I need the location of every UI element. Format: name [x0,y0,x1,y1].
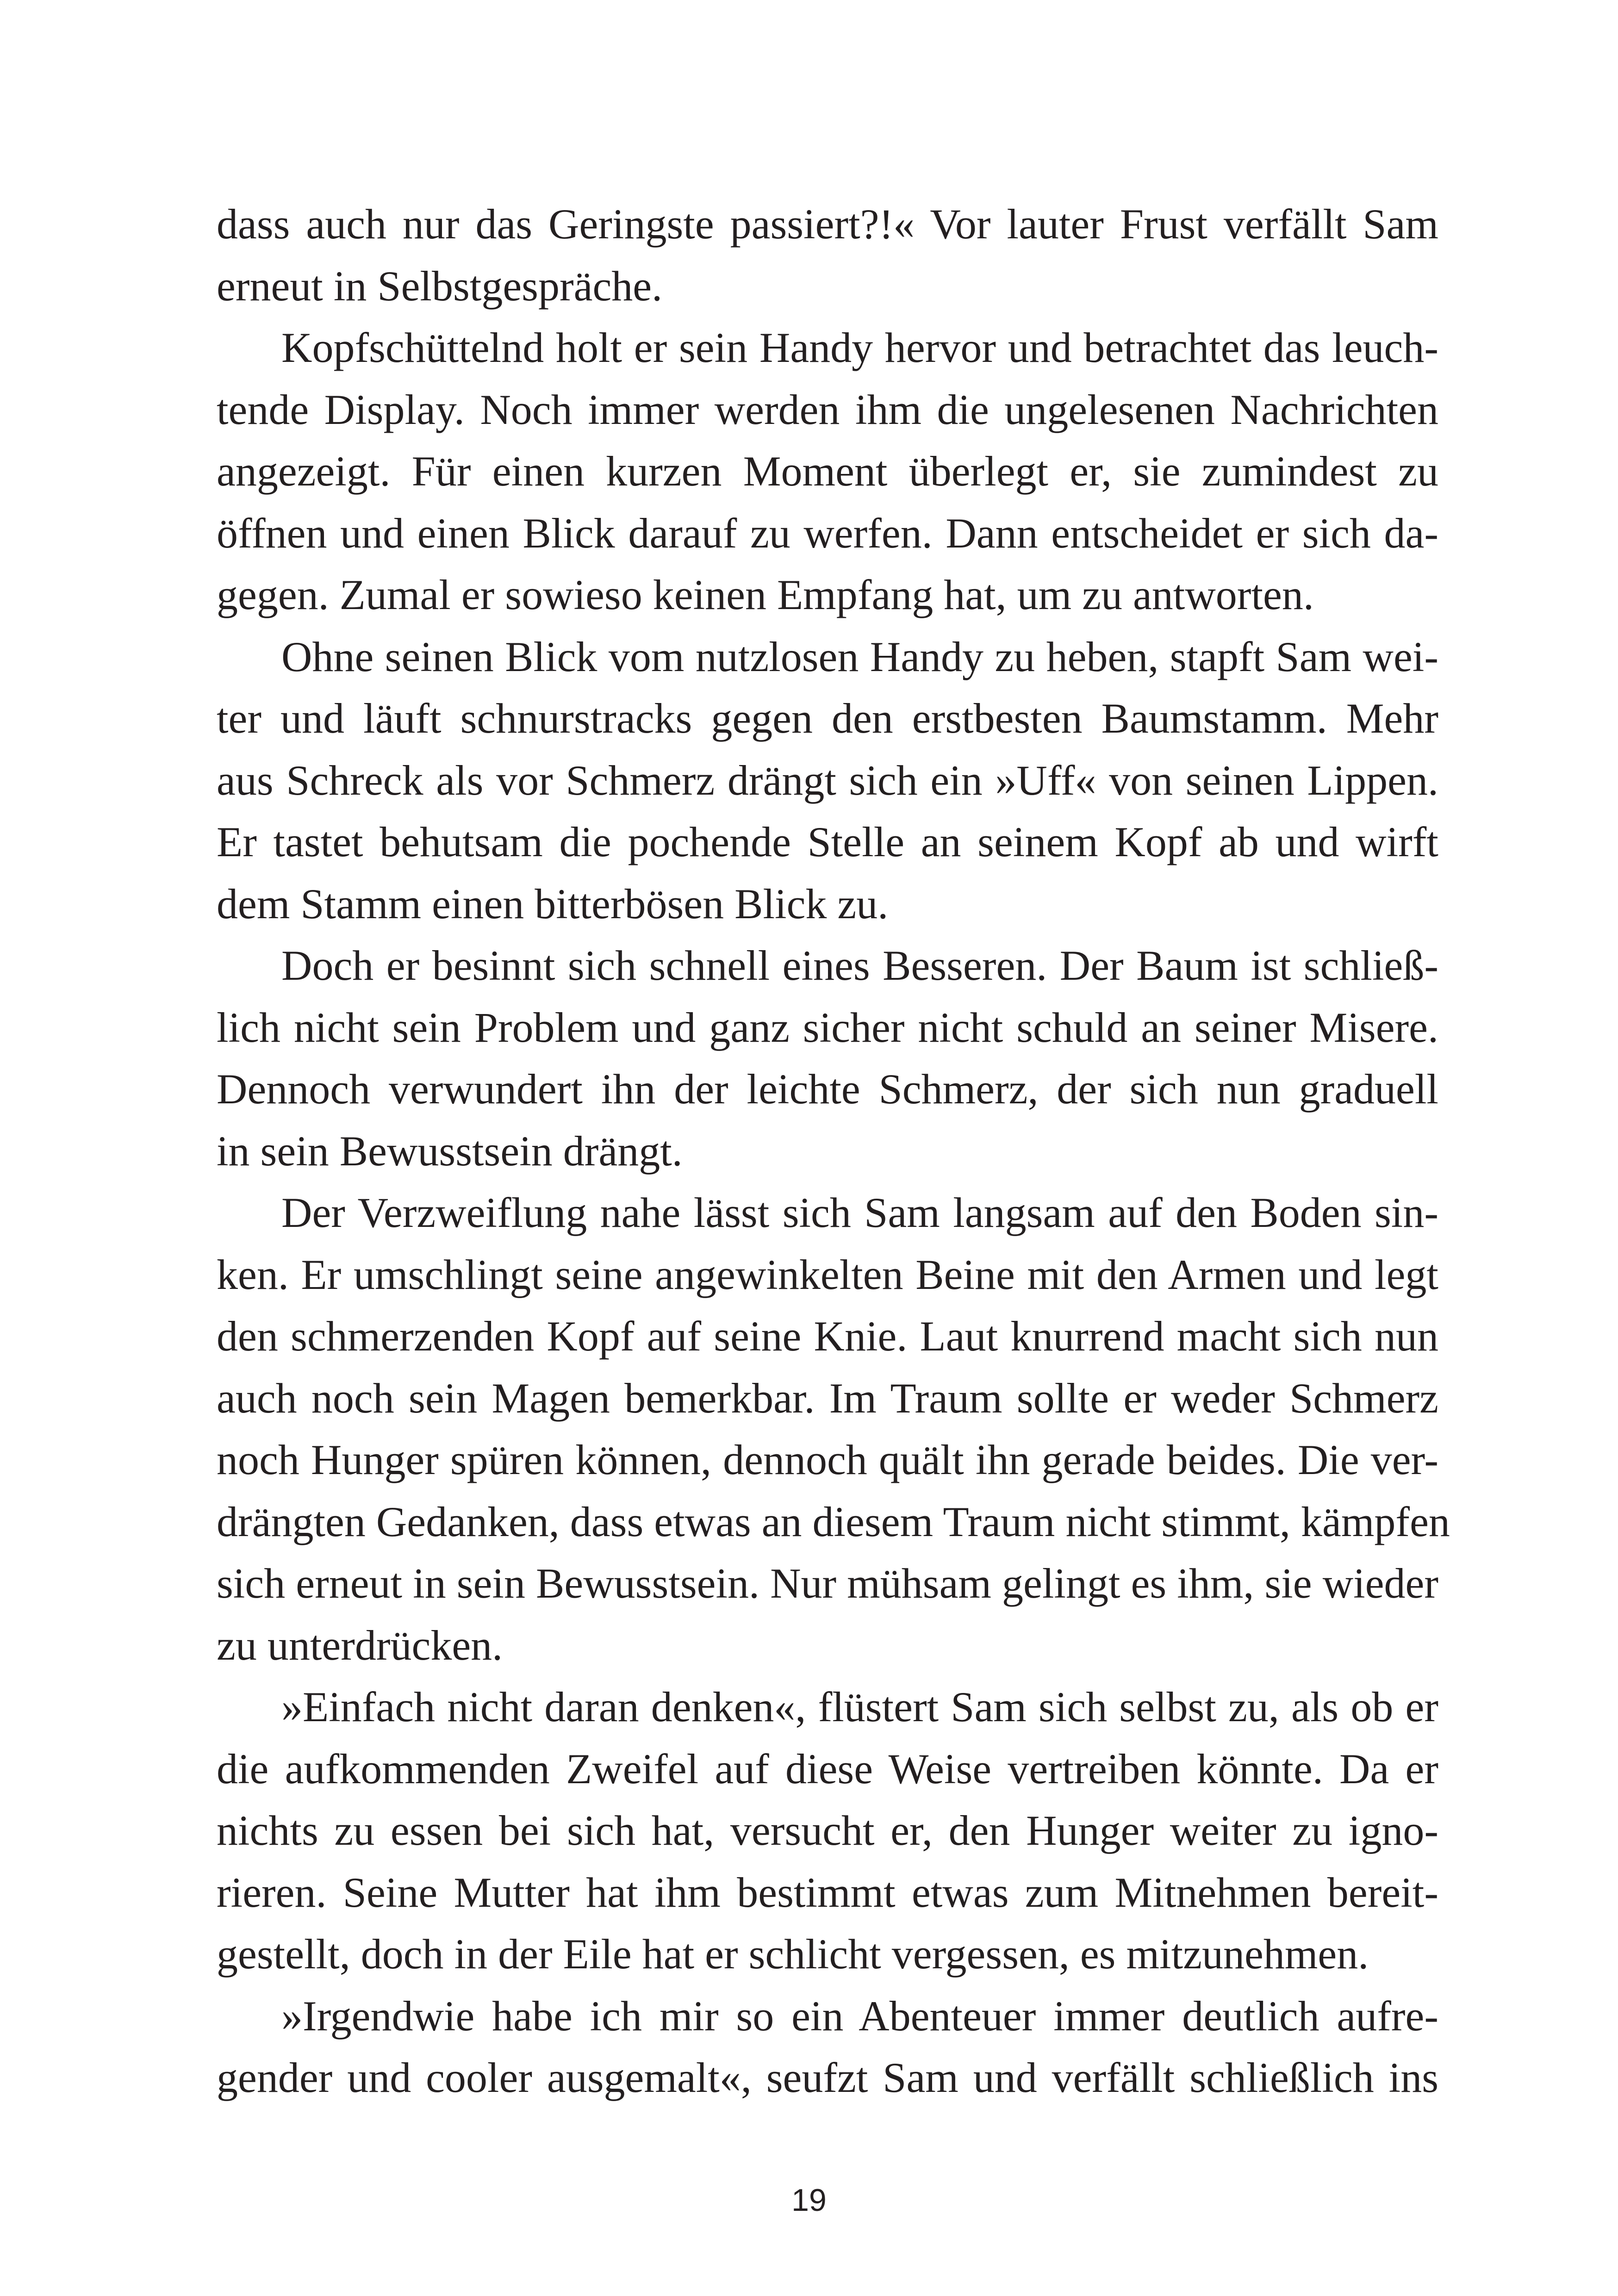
text-line: den schmerzenden Kopf auf seine Knie. Laut knurrend macht sich nun [217,1313,1438,1360]
text-line: ken. Er umschlingt seine angewinkelten Beine mit den Armen und legt [217,1251,1438,1298]
text-line: Kopfschüttelnd holt er sein Handy hervor und betrachtet das leuch- [281,324,1438,371]
text-line: dem Stamm einen bitterbösen Blick zu. [217,880,889,927]
text-line: gegen. Zumal er sowieso keinen Empfang hat, um zu antworten. [217,571,1314,618]
text-line: Der Verzweiflung nahe lässt sich Sam langsam auf den Boden sin- [281,1189,1438,1236]
paragraph [217,317,1438,626]
text-line: zu unterdrücken. [217,1621,503,1669]
paragraph [217,1985,1438,2109]
paragraph [217,1182,1450,1676]
text-line: ter und läuft schnurstracks gegen den erstbesten Baumstamm. Mehr [217,695,1438,742]
text-line: Ohne seinen Blick vom nutzlosen Handy zu heben, stapft Sam wei- [281,633,1438,680]
text-line: drängten Gedanken, dass etwas an diesem Traum nicht stimmt, kämpfen [217,1498,1450,1545]
text-line: erneut in Selbstgespräche. [217,262,663,310]
text-line: gestellt, doch in der Eile hat er schlicht vergessen, es mitzunehmen. [217,1930,1369,1978]
text-line: angezeigt. Für einen kurzen Moment überlegt er, sie zumindest zu [217,448,1438,495]
text-line: aus Schreck als vor Schmerz drängt sich ein »Uff« von seinen Lippen. [217,756,1438,804]
text-line: noch Hunger spüren können, dennoch quält ihn gerade beides. Die ver- [217,1436,1438,1483]
text-line: in sein Bewusstsein drängt. [217,1127,683,1175]
paragraph [217,193,1438,317]
page-number: 19 [791,2183,827,2218]
paragraph [217,1676,1438,1985]
text-line: rieren. Seine Mutter hat ihm bestimmt etwas zum Mitnehmen bereit- [217,1868,1438,1916]
text-line: sich erneut in sein Bewusstsein. Nur mühsam gelingt es ihm, sie wieder [217,1560,1438,1607]
paragraph [217,626,1438,935]
body-text [217,193,1450,2109]
paragraph [217,935,1438,1182]
text-line: dass auch nur das Geringste passiert?!« Vor lauter Frust verfällt Sam [217,200,1438,248]
text-line: gender und cooler ausgemalt«, seufzt Sam und verfällt schließlich ins [217,2054,1438,2101]
text-line: Er tastet behutsam die pochende Stelle an seinem Kopf ab und wirft [217,818,1438,865]
text-line: »Einfach nicht daran denken«, flüstert Sam sich selbst zu, als ob er [281,1683,1438,1730]
text-line: nichts zu essen bei sich hat, versucht er, den Hunger weiter zu igno- [217,1807,1438,1854]
text-line: Doch er besinnt sich schnell eines Besseren. Der Baum ist schließ- [281,942,1438,989]
text-line: öffnen und einen Blick darauf zu werfen. Dann entscheidet er sich da- [217,509,1438,557]
text-line: die aufkommenden Zweifel auf diese Weise vertreiben könnte. Da er [217,1745,1438,1792]
text-line: auch noch sein Magen bemerkbar. Im Traum sollte er weder Schmerz [217,1374,1438,1422]
text-line: »Irgendwie habe ich mir so ein Abenteuer immer deutlich aufre- [281,1992,1438,2040]
text-line: tende Display. Noch immer werden ihm die ungelesenen Nachrichten [217,386,1438,433]
text-line: Dennoch verwundert ihn der leichte Schmerz, der sich nun graduell [217,1065,1438,1113]
text-line: lich nicht sein Problem und ganz sicher nicht schuld an seiner Misere. [217,1003,1438,1051]
